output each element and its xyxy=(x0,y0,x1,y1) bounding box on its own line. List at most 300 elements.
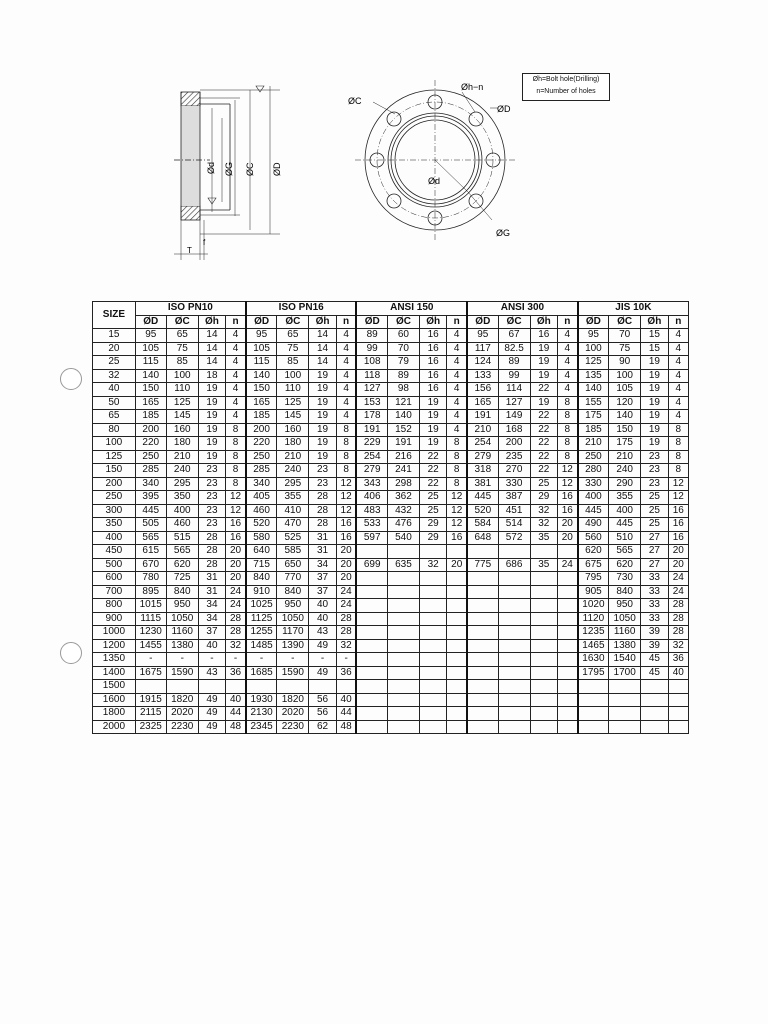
value-cell: 4 xyxy=(557,383,577,397)
value-cell xyxy=(557,612,577,626)
column-header: n xyxy=(668,315,688,329)
value-cell xyxy=(557,585,577,599)
value-cell: 250 xyxy=(135,450,166,464)
value-cell: 36 xyxy=(226,666,246,680)
value-cell xyxy=(498,572,530,586)
size-cell: 250 xyxy=(93,491,136,505)
value-cell: 14 xyxy=(198,356,225,370)
value-cell: 33 xyxy=(641,612,668,626)
column-header: ØC xyxy=(498,315,530,329)
value-cell: 98 xyxy=(387,383,419,397)
value-cell: 99 xyxy=(356,342,387,356)
value-cell: 12 xyxy=(336,491,356,505)
size-cell: 700 xyxy=(93,585,136,599)
size-cell: 100 xyxy=(93,437,136,451)
value-cell: 1050 xyxy=(166,612,198,626)
value-cell: 28 xyxy=(309,518,336,532)
column-header: n xyxy=(226,315,246,329)
value-cell: 1915 xyxy=(135,693,166,707)
value-cell: 20 xyxy=(336,558,356,572)
value-cell: 1465 xyxy=(578,639,609,653)
value-cell: 32 xyxy=(226,639,246,653)
size-cell: 65 xyxy=(93,410,136,424)
value-cell: 65 xyxy=(166,329,198,343)
value-cell: 2130 xyxy=(246,707,277,721)
value-cell: 60 xyxy=(387,329,419,343)
value-cell: 37 xyxy=(198,626,225,640)
value-cell xyxy=(530,626,557,640)
value-cell xyxy=(356,653,387,667)
value-cell: 2345 xyxy=(246,720,277,734)
value-cell: 16 xyxy=(668,504,688,518)
value-cell: 515 xyxy=(166,531,198,545)
value-cell: 20 xyxy=(668,558,688,572)
value-cell: 16 xyxy=(336,518,356,532)
value-cell: 295 xyxy=(277,477,309,491)
value-cell: 1255 xyxy=(246,626,277,640)
value-cell xyxy=(387,653,419,667)
value-cell xyxy=(530,572,557,586)
value-cell: 23 xyxy=(641,450,668,464)
value-cell xyxy=(530,612,557,626)
value-cell: 1015 xyxy=(135,599,166,613)
value-cell: 355 xyxy=(609,491,641,505)
value-cell: 4 xyxy=(557,329,577,343)
value-cell: 8 xyxy=(557,437,577,451)
value-cell: 1050 xyxy=(277,612,309,626)
value-cell xyxy=(387,680,419,694)
value-cell xyxy=(356,626,387,640)
value-cell: 40 xyxy=(309,599,336,613)
value-cell: 12 xyxy=(226,491,246,505)
value-cell xyxy=(498,666,530,680)
value-cell: 620 xyxy=(578,545,609,559)
value-cell: 19 xyxy=(641,383,668,397)
value-cell: 395 xyxy=(135,491,166,505)
value-cell: 125 xyxy=(166,396,198,410)
value-cell: 1485 xyxy=(246,639,277,653)
value-cell xyxy=(530,666,557,680)
value-cell: 19 xyxy=(198,450,225,464)
value-cell: 285 xyxy=(246,464,277,478)
value-cell: 19 xyxy=(530,396,557,410)
value-cell xyxy=(309,680,336,694)
table-row xyxy=(93,558,689,572)
value-cell xyxy=(467,653,498,667)
value-cell: 29 xyxy=(530,491,557,505)
value-cell: 24 xyxy=(557,558,577,572)
value-cell xyxy=(356,720,387,734)
value-cell: 16 xyxy=(557,491,577,505)
table-row xyxy=(93,680,689,694)
column-header: ØD xyxy=(246,315,277,329)
value-cell: 4 xyxy=(668,410,688,424)
table-row xyxy=(93,450,689,464)
table-row xyxy=(93,410,689,424)
value-cell xyxy=(356,572,387,586)
column-header: ØC xyxy=(387,315,419,329)
value-cell: 28 xyxy=(336,612,356,626)
table-row xyxy=(93,342,689,356)
value-cell: - xyxy=(166,653,198,667)
value-cell: 185 xyxy=(135,410,166,424)
value-cell: 32 xyxy=(530,504,557,518)
value-cell: 100 xyxy=(277,369,309,383)
value-cell: 12 xyxy=(447,518,467,532)
value-cell xyxy=(387,666,419,680)
value-cell: 24 xyxy=(226,585,246,599)
size-cell: 1200 xyxy=(93,639,136,653)
size-cell: 800 xyxy=(93,599,136,613)
value-cell: 4 xyxy=(668,356,688,370)
value-cell: 16 xyxy=(419,329,446,343)
value-cell xyxy=(498,653,530,667)
value-cell: 28 xyxy=(336,626,356,640)
value-cell xyxy=(419,545,446,559)
value-cell: 2325 xyxy=(135,720,166,734)
value-cell: 19 xyxy=(198,396,225,410)
value-cell: 20 xyxy=(557,531,577,545)
value-cell xyxy=(356,639,387,653)
value-cell xyxy=(530,720,557,734)
value-cell: 49 xyxy=(309,666,336,680)
value-cell: 28 xyxy=(309,504,336,518)
value-cell: 35 xyxy=(530,558,557,572)
value-cell: 584 xyxy=(467,518,498,532)
table-row xyxy=(93,369,689,383)
value-cell: 14 xyxy=(198,329,225,343)
value-cell: 210 xyxy=(467,423,498,437)
value-cell xyxy=(356,599,387,613)
value-cell: 28 xyxy=(309,491,336,505)
value-cell: 15 xyxy=(641,342,668,356)
value-cell: 19 xyxy=(419,423,446,437)
value-cell: 210 xyxy=(166,450,198,464)
value-cell xyxy=(668,720,688,734)
value-cell: 19 xyxy=(309,423,336,437)
value-cell: 22 xyxy=(419,477,446,491)
value-cell: 180 xyxy=(277,437,309,451)
value-cell: 27 xyxy=(641,558,668,572)
value-cell: 8 xyxy=(336,437,356,451)
value-cell xyxy=(198,680,225,694)
value-cell: 75 xyxy=(277,342,309,356)
value-cell xyxy=(530,680,557,694)
column-header: n xyxy=(557,315,577,329)
value-cell: 140 xyxy=(387,410,419,424)
value-cell xyxy=(498,612,530,626)
value-cell xyxy=(557,572,577,586)
value-cell: 133 xyxy=(467,369,498,383)
size-cell: 1000 xyxy=(93,626,136,640)
value-cell: 19 xyxy=(419,410,446,424)
value-cell: 12 xyxy=(447,504,467,518)
legend-number-holes: n=Number of holes xyxy=(536,88,596,95)
value-cell: 4 xyxy=(336,329,356,343)
value-cell xyxy=(387,612,419,626)
column-header: ØC xyxy=(277,315,309,329)
table-row xyxy=(93,518,689,532)
table-row xyxy=(93,653,689,667)
table-row xyxy=(93,585,689,599)
value-cell: 56 xyxy=(309,707,336,721)
value-cell xyxy=(467,545,498,559)
value-cell: 110 xyxy=(277,383,309,397)
value-cell: 1025 xyxy=(246,599,277,613)
value-cell: 220 xyxy=(246,437,277,451)
value-cell: 1630 xyxy=(578,653,609,667)
value-cell: 235 xyxy=(498,450,530,464)
value-cell: 4 xyxy=(668,329,688,343)
value-cell xyxy=(578,693,609,707)
value-cell: 540 xyxy=(387,531,419,545)
value-cell: 20 xyxy=(226,572,246,586)
size-cell: 50 xyxy=(93,396,136,410)
size-cell: 40 xyxy=(93,383,136,397)
value-cell: 145 xyxy=(166,410,198,424)
value-cell: 16 xyxy=(668,518,688,532)
value-cell: 28 xyxy=(668,612,688,626)
value-cell: 1020 xyxy=(578,599,609,613)
table-row xyxy=(93,329,689,343)
value-cell: 620 xyxy=(609,558,641,572)
value-cell: - xyxy=(309,653,336,667)
value-cell: 387 xyxy=(498,491,530,505)
value-cell: 4 xyxy=(668,396,688,410)
value-cell: 22 xyxy=(419,450,446,464)
value-cell: 25 xyxy=(530,477,557,491)
value-cell: 152 xyxy=(387,423,419,437)
value-cell: 470 xyxy=(277,518,309,532)
value-cell: 23 xyxy=(198,464,225,478)
size-cell: 150 xyxy=(93,464,136,478)
value-cell: 118 xyxy=(356,369,387,383)
value-cell xyxy=(467,666,498,680)
value-cell: 295 xyxy=(166,477,198,491)
value-cell: 381 xyxy=(467,477,498,491)
label-c: ØC xyxy=(245,162,255,176)
size-cell: 125 xyxy=(93,450,136,464)
value-cell xyxy=(609,707,641,721)
value-cell: 40 xyxy=(336,693,356,707)
column-header: ØD xyxy=(135,315,166,329)
size-cell: 350 xyxy=(93,518,136,532)
value-cell: 49 xyxy=(198,720,225,734)
value-cell: 19 xyxy=(641,437,668,451)
value-cell: 210 xyxy=(578,437,609,451)
value-cell: 910 xyxy=(246,585,277,599)
value-cell: 75 xyxy=(609,342,641,356)
table-row xyxy=(93,720,689,734)
value-cell: 34 xyxy=(198,599,225,613)
value-cell: 70 xyxy=(609,329,641,343)
value-cell xyxy=(498,680,530,694)
value-cell: 4 xyxy=(226,342,246,356)
size-cell: 600 xyxy=(93,572,136,586)
size-cell: 2000 xyxy=(93,720,136,734)
size-cell: 1400 xyxy=(93,666,136,680)
value-cell xyxy=(419,626,446,640)
column-header: n xyxy=(336,315,356,329)
value-cell: 1540 xyxy=(609,653,641,667)
value-cell xyxy=(356,545,387,559)
value-cell: 4 xyxy=(447,369,467,383)
standard-header-row xyxy=(93,302,689,316)
value-cell: 1700 xyxy=(609,666,641,680)
value-cell xyxy=(641,693,668,707)
value-cell: 39 xyxy=(641,639,668,653)
value-cell: 8 xyxy=(226,450,246,464)
value-cell: 89 xyxy=(498,356,530,370)
value-cell: 31 xyxy=(198,572,225,586)
table-row xyxy=(93,639,689,653)
value-cell xyxy=(609,680,641,694)
value-cell: 210 xyxy=(277,450,309,464)
value-cell xyxy=(447,653,467,667)
value-cell: 90 xyxy=(609,356,641,370)
value-cell xyxy=(498,720,530,734)
value-cell xyxy=(498,585,530,599)
size-cell: 25 xyxy=(93,356,136,370)
size-cell: 1600 xyxy=(93,693,136,707)
value-cell: 124 xyxy=(467,356,498,370)
label-d-big: ØD xyxy=(272,162,282,176)
value-cell: 410 xyxy=(277,504,309,518)
value-cell xyxy=(467,572,498,586)
column-header: ØD xyxy=(467,315,498,329)
value-cell: 8 xyxy=(557,410,577,424)
value-cell xyxy=(356,680,387,694)
value-cell: 2230 xyxy=(166,720,198,734)
flange-dimension-table xyxy=(92,301,689,734)
value-cell: 23 xyxy=(198,477,225,491)
value-cell xyxy=(419,639,446,653)
column-header: ØC xyxy=(609,315,641,329)
value-cell: 16 xyxy=(668,531,688,545)
value-cell: 67 xyxy=(498,329,530,343)
value-cell: 1235 xyxy=(578,626,609,640)
label-front-g: ØG xyxy=(496,228,511,238)
value-cell: 40 xyxy=(309,612,336,626)
value-cell: 650 xyxy=(277,558,309,572)
value-cell: 114 xyxy=(498,383,530,397)
value-cell: 34 xyxy=(309,558,336,572)
size-header: SIZE xyxy=(93,302,136,329)
value-cell: 840 xyxy=(277,585,309,599)
value-cell: 12 xyxy=(668,491,688,505)
value-cell: 175 xyxy=(578,410,609,424)
table-row xyxy=(93,423,689,437)
value-cell: 635 xyxy=(387,558,419,572)
value-cell: 565 xyxy=(135,531,166,545)
value-cell xyxy=(356,585,387,599)
value-cell: 48 xyxy=(336,720,356,734)
value-cell: 33 xyxy=(641,572,668,586)
value-cell xyxy=(387,707,419,721)
value-cell: 8 xyxy=(226,437,246,451)
size-cell: 32 xyxy=(93,369,136,383)
value-cell: 775 xyxy=(467,558,498,572)
label-f: f xyxy=(203,238,206,247)
value-cell: 31 xyxy=(309,545,336,559)
value-cell xyxy=(419,666,446,680)
value-cell xyxy=(530,707,557,721)
value-cell: 240 xyxy=(277,464,309,478)
value-cell: 19 xyxy=(309,383,336,397)
value-cell: 108 xyxy=(356,356,387,370)
value-cell: 160 xyxy=(277,423,309,437)
value-cell: 730 xyxy=(609,572,641,586)
value-cell: 19 xyxy=(641,410,668,424)
value-cell: 29 xyxy=(419,518,446,532)
value-cell xyxy=(387,572,419,586)
table-row xyxy=(93,464,689,478)
value-cell: 362 xyxy=(387,491,419,505)
value-cell: 12 xyxy=(668,477,688,491)
value-cell: 460 xyxy=(166,518,198,532)
value-cell: 25 xyxy=(641,491,668,505)
value-cell: 33 xyxy=(641,599,668,613)
value-cell: 400 xyxy=(609,504,641,518)
value-cell: 32 xyxy=(530,518,557,532)
value-cell: 1930 xyxy=(246,693,277,707)
value-cell: 4 xyxy=(668,383,688,397)
value-cell: 24 xyxy=(336,599,356,613)
value-cell: 1455 xyxy=(135,639,166,653)
value-cell: 43 xyxy=(309,626,336,640)
value-cell: - xyxy=(277,653,309,667)
value-cell: 1820 xyxy=(277,693,309,707)
value-cell: 12 xyxy=(557,464,577,478)
value-cell xyxy=(447,545,467,559)
value-cell: 16 xyxy=(419,342,446,356)
value-cell: 22 xyxy=(530,450,557,464)
value-cell xyxy=(641,720,668,734)
table-row xyxy=(93,437,689,451)
value-cell: 1115 xyxy=(135,612,166,626)
value-cell xyxy=(467,612,498,626)
value-cell: 451 xyxy=(498,504,530,518)
value-cell: 4 xyxy=(336,396,356,410)
value-cell: 905 xyxy=(578,585,609,599)
value-cell: 8 xyxy=(668,450,688,464)
value-cell: 120 xyxy=(609,396,641,410)
value-cell: 340 xyxy=(135,477,166,491)
value-cell: 75 xyxy=(166,342,198,356)
value-cell: 40 xyxy=(198,639,225,653)
value-cell: 37 xyxy=(309,572,336,586)
value-cell xyxy=(447,680,467,694)
value-cell: 34 xyxy=(198,612,225,626)
value-cell: 117 xyxy=(467,342,498,356)
front-view xyxy=(355,80,515,240)
value-cell: 168 xyxy=(498,423,530,437)
value-cell: - xyxy=(135,653,166,667)
value-cell: 19 xyxy=(198,383,225,397)
value-cell: 160 xyxy=(166,423,198,437)
value-cell: 20 xyxy=(226,545,246,559)
value-cell xyxy=(356,612,387,626)
value-cell: 343 xyxy=(356,477,387,491)
value-cell: 105 xyxy=(609,383,641,397)
value-cell: - xyxy=(198,653,225,667)
size-cell: 900 xyxy=(93,612,136,626)
value-cell: 36 xyxy=(668,653,688,667)
size-cell: 15 xyxy=(93,329,136,343)
value-cell: 400 xyxy=(578,491,609,505)
value-cell xyxy=(447,612,467,626)
value-cell: 35 xyxy=(530,531,557,545)
